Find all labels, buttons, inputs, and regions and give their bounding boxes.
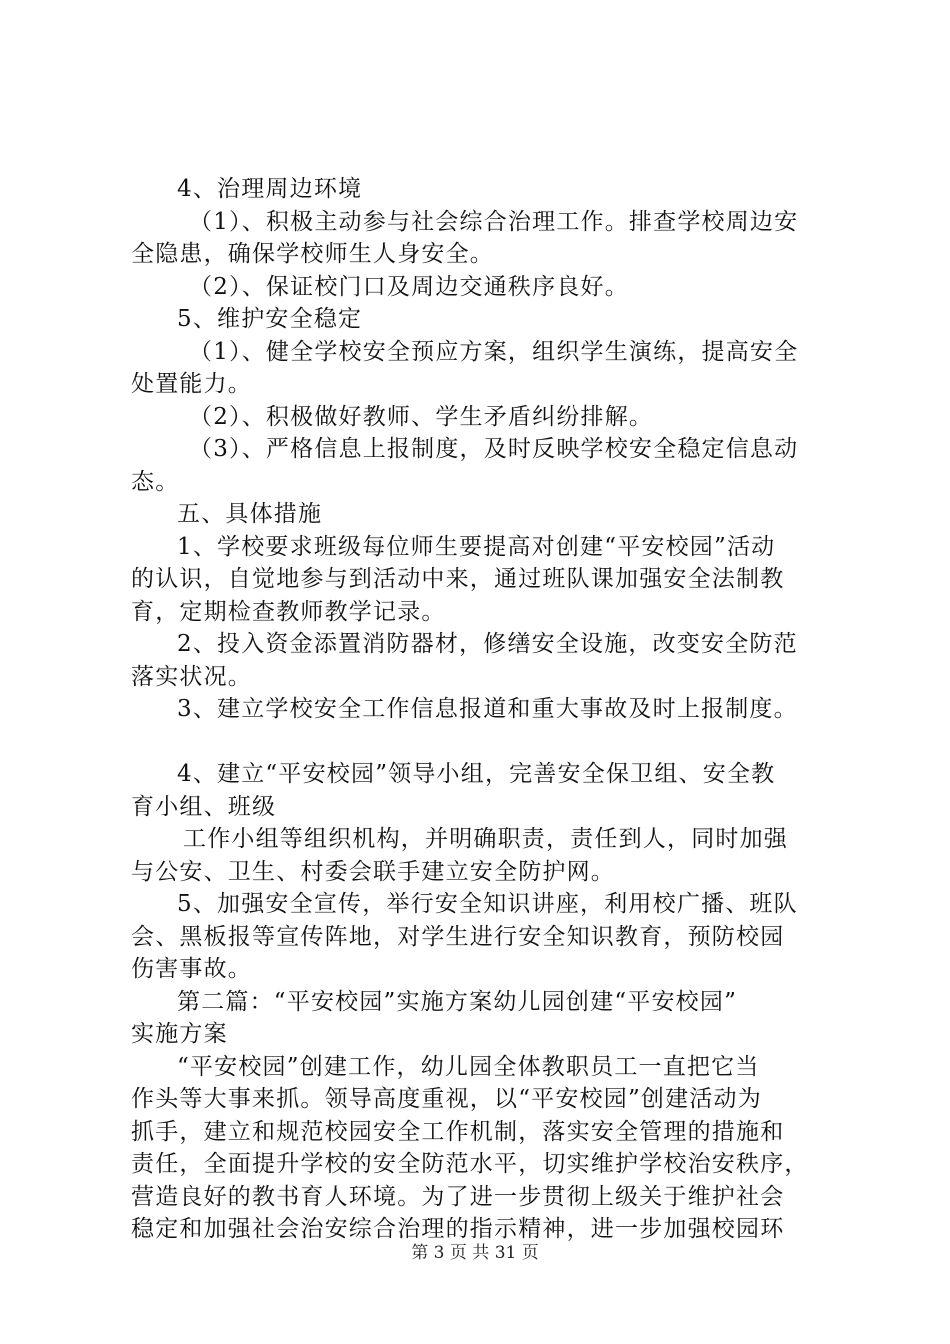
paragraph-line: 3、建立学校安全工作信息报道和重大事故及时上报制度。 [177, 696, 798, 722]
paragraph-line: 伤害事故。 [131, 956, 252, 982]
paragraph-line: 育小组、班级 [131, 793, 277, 820]
paragraph-line: （2）、积极做好教师、学生矛盾纠纷排解。 [189, 403, 654, 430]
paragraph-line: 作头等大事来抓。领导高度重视，以“平安校园”创建活动为 [131, 1086, 762, 1112]
paragraph-line: 会、黑板报等宣传阵地，对学生进行安全知识教育，预防校园 [131, 923, 785, 950]
chapter-heading: 第二篇：“平安校园”实施方案幼儿园创建“平安校园” [177, 988, 738, 1015]
chapter-heading-cont: 实施方案 [131, 1021, 228, 1047]
paragraph-line: （1）、积极主动参与社会综合治理工作。排查学校周边安 [189, 208, 799, 235]
paragraph-line: 全隐患，确保学校师生人身安全。 [131, 241, 494, 267]
paragraph-line: 与公安、卫生、村委会联手建立安全防护网。 [131, 858, 615, 885]
paragraph-line: 落实状况。 [131, 663, 252, 690]
paragraph-line: 2、投入资金添置消防器材，修缮安全设施，改变安全防范 [177, 631, 798, 657]
paragraph-line: 责任，全面提升学校的安全防范水平，切实维护学校治安秩序， [131, 1151, 809, 1177]
page-footer: 第 3 页 共 31 页 [411, 1243, 539, 1263]
section-heading-measures: 五、具体措施 [177, 501, 323, 527]
paragraph-line: “平安校园”创建工作，幼儿园全体教职员工一直把它当 [177, 1053, 760, 1080]
paragraph-line: 稳定和加强社会治安综合治理的指示精神，进一步加强校园环 [131, 1216, 785, 1242]
paragraph-line: 4、建立“平安校园”领导小组，完善安全保卫组、安全教 [177, 761, 776, 787]
paragraph-line: 1、学校要求班级每位师生要提高对创建“平安校园”活动 [177, 533, 776, 560]
paragraph-line: （2）、保证校门口及周边交通秩序良好。 [189, 273, 629, 300]
paragraph-line: 抓手，建立和规范校园安全工作机制，落实安全管理的措施和 [131, 1118, 785, 1145]
document-body [131, 173, 831, 1246]
paragraph-line: 处置能力。 [131, 371, 252, 397]
paragraph-line: （3）、严格信息上报制度，及时反映学校安全稳定信息动 [189, 436, 799, 462]
section-heading-5: 5、维护安全稳定 [177, 306, 363, 332]
section-heading-4: 4、治理周边环境 [177, 176, 363, 202]
paragraph-line: 营造良好的教书育人环境。为了进一步贯彻上级关于维护社会 [131, 1183, 785, 1210]
paragraph-line: 育，定期检查教师教学记录。 [131, 598, 446, 625]
paragraph-line: 态。 [131, 468, 180, 495]
paragraph-line: 工作小组等组织机构，并明确职责，责任到人，同时加强 [183, 826, 788, 852]
blank-line [131, 726, 831, 759]
paragraph-line: （1）、健全学校安全预应方案，组织学生演练，提高安全 [189, 338, 799, 365]
paragraph-line: 5、加强安全宣传，举行安全知识讲座，利用校广播、班队 [177, 891, 798, 917]
paragraph-line: 的认识，自觉地参与到活动中来，通过班队课加强安全法制教 [131, 566, 785, 592]
